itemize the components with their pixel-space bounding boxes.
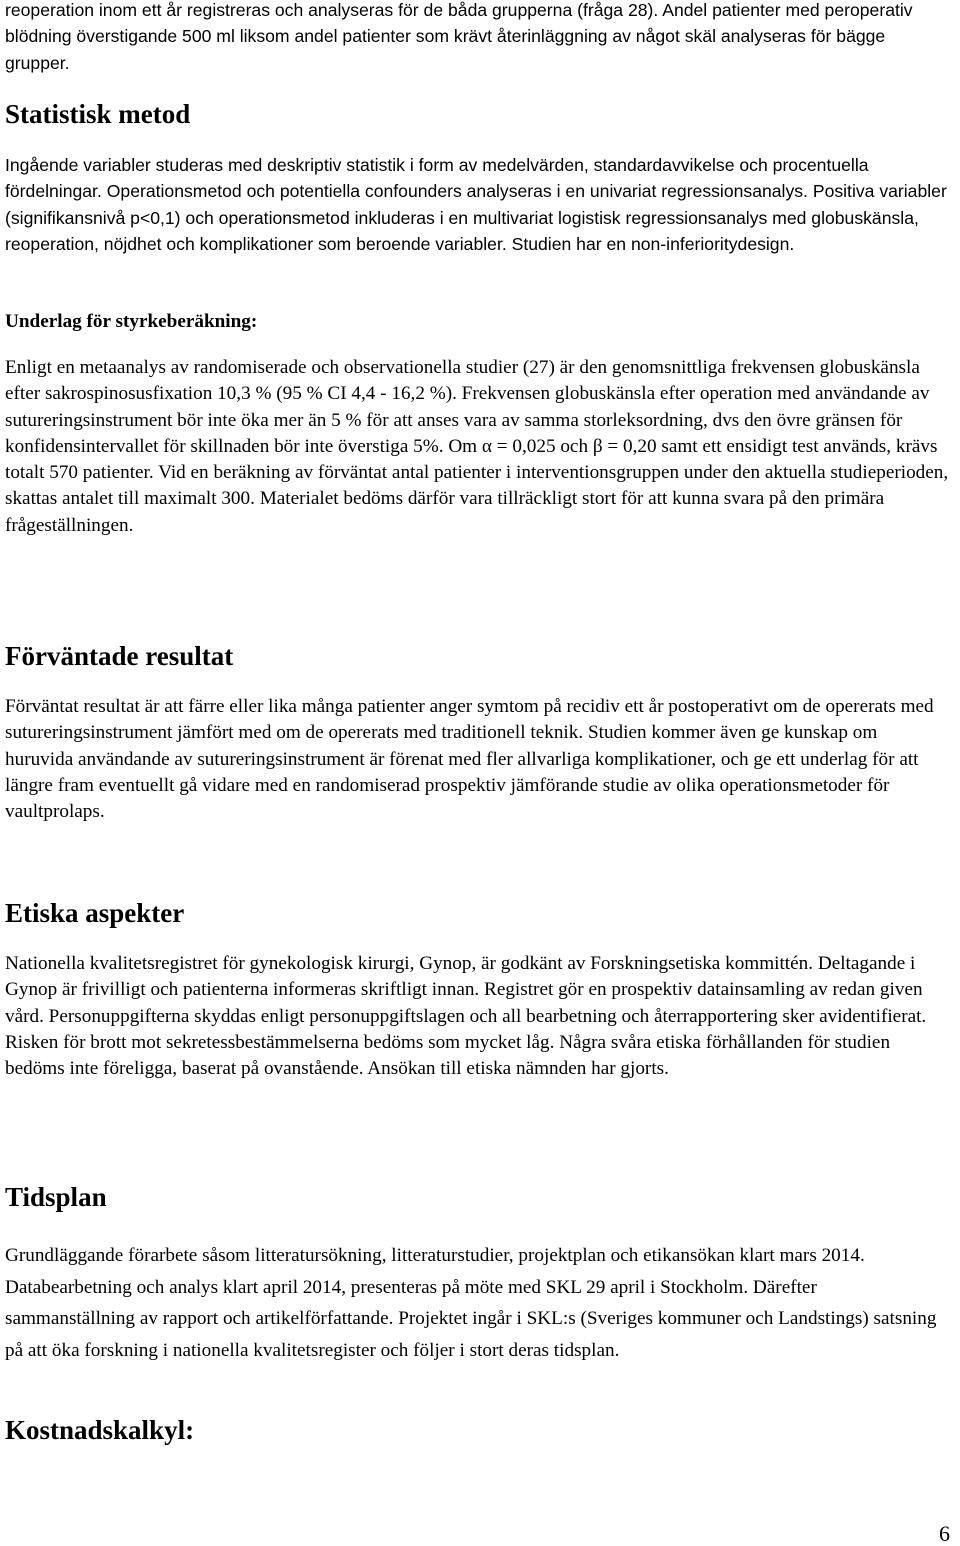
etiska-aspekter-heading: Etiska aspekter [5,898,185,928]
forvantade-resultat-paragraph: Förväntat resultat är att färre eller lika många patienter anger symtom på recidiv ett år postoperativt om de opererats med sutureringsinstrument jämfört med om de opererats med traditionell teknik. Studien kommer även ge kunskap om huruvida användande av sutureringsinstrument är förenat med fler allvarliga komplikationer, och ge ett underlag för att längre fram eventuellt gå vidare med en randomiserad prospektiv jämförande studie av olika operationsmetoder för vaultprolaps. [5,696,934,823]
etiska-aspekter-paragraph: Nationella kvalitetsregistret för gynekologisk kirurgi, Gynop, är godkänt av Forskningsetiska kommittén. Deltagande i Gynop är frivilligt och patienterna informeras skriftligt innan. Registret gör en prospektiv datainsamling av redan given vård. Personuppgifterna skyddas enligt personuppgiftslagen och all bearbetning och återrapportering sker avidentifierat. Risken för brott mot sekretessbestämmelserna bedöms som mycket låg. Några svåra etiska förhållanden för studien bedöms inte föreligga, baserat på ovanstående. Ansökan till etiska nämnden har gjorts. [5,953,927,1080]
tidsplan-paragraph: Grundläggande förarbete såsom litteratursökning, litteraturstudier, projektplan och etikansökan klart mars 2014. Databearbetning och analys klart april 2014, presenteras på möte med SKL 29 april i Stockholm. Därefter sammanställning av rapport och artikelförfattande. Projektet ingår i SKL:s (Sveriges kommuner och Landstings) satsning på att öka forskning i nationella kvalitetsregister och följer i stort deras tidsplan. [5,1245,937,1361]
intro-paragraph: reoperation inom ett år registreras och analyseras för de båda grupperna (fråga 28). Andel patienter med peroperativ blödning överstigande 500 ml liksom andel patienter som krävt återinläggning av något skäl analyseras för bägge grupper. [5,0,913,73]
statistisk-metod-paragraph: Ingående variabler studeras med deskriptiv statistik i form av medelvärden, standardavvikelse och procentuella fördelningar. Operationsmetod och potentiella confounders analyseras i en univariat regressionsanalys. Positiva variabler (signifikansnivå p<0,1) och operationsmetod inkluderas i en multivariat logistisk regressionsanalys med globuskänsla, reoperation, nöjdhet och komplikationer som beroende variabler. Studien har en non-inferioritydesign. [5,155,947,254]
page-number: 6 [939,1521,950,1546]
statistisk-metod-heading: Statistisk metod [5,99,191,129]
underlag-heading: Underlag för styrkeberäkning: [5,311,258,332]
tidsplan-heading: Tidsplan [5,1182,107,1212]
underlag-paragraph: Enligt en metaanalys av randomiserade och observationella studier (27) är den genomsnittliga frekvensen globuskänsla efter sakrospinosusfixation 10,3 % (95 % CI 4,4 - 16,2 %). Frekvensen globuskänsla efter operation med användande av sutureringsinstrument bör inte öka mer än 5 % för att anses vara av samma storleksordning, dvs den övre gränsen för konfidensintervallet för skillnaden bör inte överstiga 5%. Om α = 0,025 och β = 0,20 samt ett ensidigt test används, krävs totalt 570 patienter. Vid en beräkning av förväntat antal patienter i interventionsgruppen under den aktuella studieperioden, skattas antalet till maximalt 300. Materialet bedöms därför vara tillräckligt stort för att kunna svara på den primära frågeställningen. [5,357,949,536]
forvantade-resultat-heading: Förväntade resultat [5,641,234,671]
kostnadskalkyl-heading: Kostnadskalkyl: [5,1415,195,1445]
